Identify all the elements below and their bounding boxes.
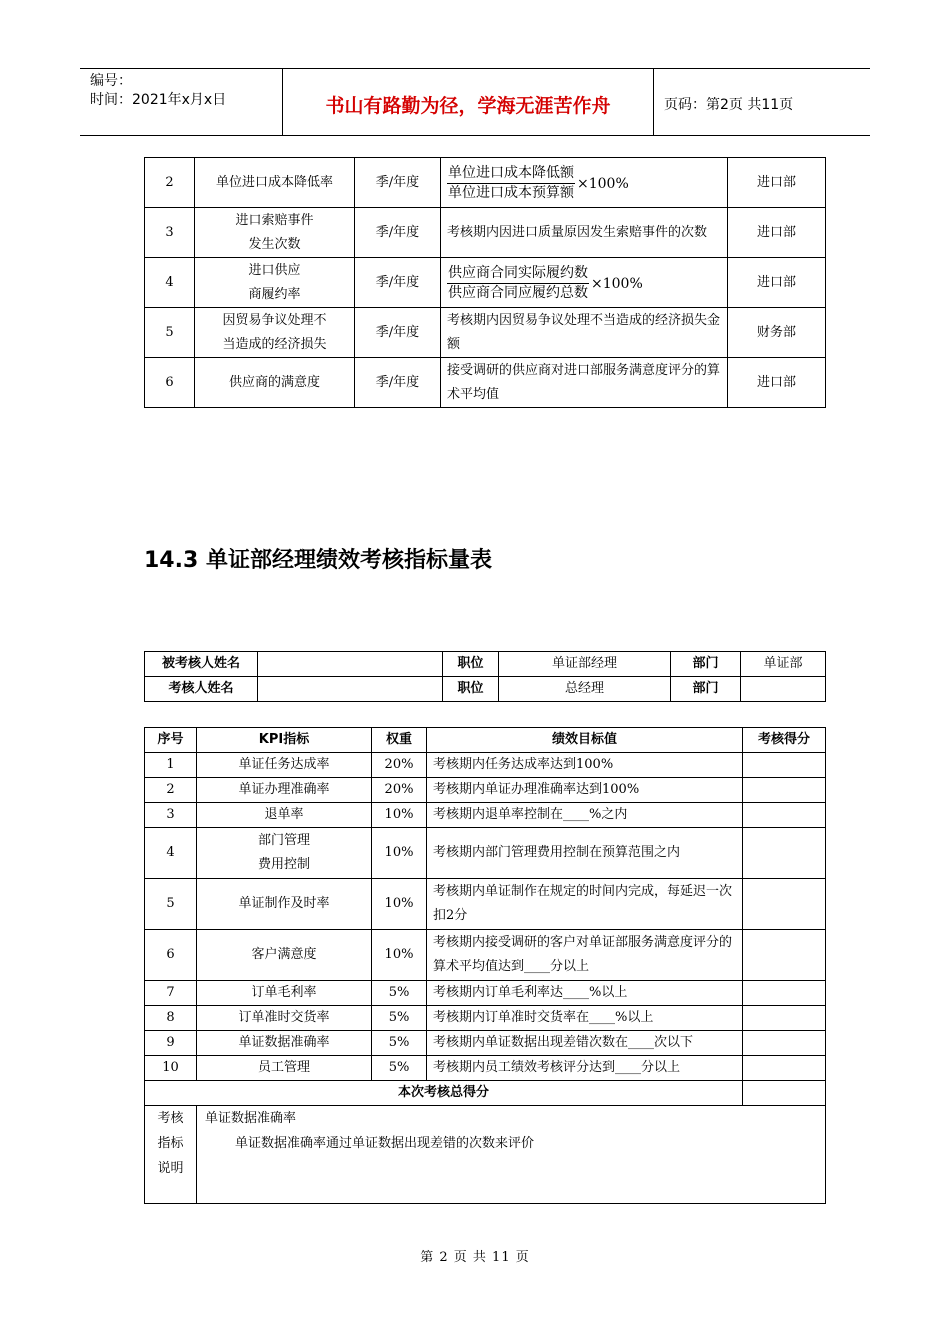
dept-label: 部门 (671, 652, 741, 677)
row-name (195, 208, 355, 258)
position-value: 单证部经理 (499, 652, 671, 677)
row-weight: 10% (372, 879, 427, 930)
row-dept: 进口部 (728, 358, 826, 408)
row-name-line2: 当造成的经济损失 (222, 336, 327, 352)
table-row (145, 1006, 826, 1031)
row-score[interactable] (743, 879, 826, 930)
assessor-name-label: 考核人姓名 (145, 677, 258, 702)
dept-value: 单证部 (741, 652, 826, 677)
row-weight: 20% (372, 778, 427, 803)
formula-numerator: 供应商合同实际履约数 (447, 264, 589, 284)
row-no: 6 (145, 358, 195, 408)
header-time-label: 时间：2021年x月x日 (90, 92, 227, 108)
row-score[interactable] (743, 753, 826, 778)
row-no: 7 (145, 981, 197, 1006)
table-row (145, 677, 826, 702)
row-no: 2 (145, 158, 195, 208)
total-score[interactable] (743, 1081, 826, 1106)
row-name-line1: 进口索赔事件 (235, 212, 314, 228)
table-row (145, 358, 826, 408)
table-row (145, 1056, 826, 1081)
formula-multiplier: ×100% (577, 175, 629, 192)
assessee-name-label: 被考核人姓名 (145, 652, 258, 677)
row-dept: 财务部 (728, 308, 826, 358)
row-formula (441, 258, 728, 308)
row-period: 季/年度 (355, 208, 441, 258)
import-kpi-table (144, 157, 826, 408)
header-page-label: 页码：第2页 共11页 (664, 97, 794, 113)
row-weight: 10% (372, 930, 427, 981)
formula-numerator: 单位进口成本降低额 (447, 164, 575, 184)
row-score[interactable] (743, 930, 826, 981)
header-motto: 书山有路勤为径，学海无涯苦作舟 (283, 69, 654, 136)
row-desc: 考核期内因贸易争议处理不当造成的经济损失金额 (441, 308, 728, 358)
row-no: 3 (145, 803, 197, 828)
row-target: 考核期内员工绩效考核评分达到____分以上 (427, 1056, 743, 1081)
row-score[interactable] (743, 981, 826, 1006)
table-row (145, 981, 826, 1006)
row-no: 4 (145, 258, 195, 308)
note-label (145, 1106, 197, 1204)
row-score[interactable] (743, 1006, 826, 1031)
header-score: 考核得分 (743, 728, 826, 753)
row-no: 5 (145, 308, 195, 358)
header-weight: 权重 (372, 728, 427, 753)
table-row (145, 308, 826, 358)
note-title: 单证数据准确率 (205, 1111, 297, 1126)
row-kpi: 员工管理 (197, 1056, 372, 1081)
row-dept: 进口部 (728, 158, 826, 208)
row-name: 单位进口成本降低率 (195, 158, 355, 208)
row-desc: 考核期内因进口质量原因发生索赔事件的次数 (441, 208, 728, 258)
row-weight: 5% (372, 981, 427, 1006)
row-target: 考核期内单证数据出现差错次数在____次以下 (427, 1031, 743, 1056)
row-name-line2: 发生次数 (248, 236, 301, 252)
row-period: 季/年度 (355, 308, 441, 358)
row-kpi: 单证办理准确率 (197, 778, 372, 803)
row-kpi: 单证数据准确率 (197, 1031, 372, 1056)
table-row (145, 879, 826, 930)
table-header-row (145, 728, 826, 753)
row-weight: 5% (372, 1006, 427, 1031)
header-no: 序号 (145, 728, 197, 753)
table-row (145, 652, 826, 677)
table-row (145, 753, 826, 778)
table-row (145, 208, 826, 258)
page-footer: 第 2 页 共 11 页 (420, 1250, 530, 1265)
row-weight: 10% (372, 803, 427, 828)
row-target: 考核期内接受调研的客户对单证部服务满意度评分的算术平均值达到____分以上 (427, 930, 743, 981)
row-target: 考核期内部门管理费用控制在预算范围之内 (427, 828, 743, 879)
row-kpi: 客户满意度 (197, 930, 372, 981)
row-weight: 20% (372, 753, 427, 778)
table-row (145, 828, 826, 879)
row-no: 8 (145, 1006, 197, 1031)
row-score[interactable] (743, 778, 826, 803)
row-target: 考核期内任务达成率达到100% (427, 753, 743, 778)
row-no: 3 (145, 208, 195, 258)
row-kpi (197, 828, 372, 879)
page-header (80, 68, 870, 136)
header-kpi: KPI指标 (197, 728, 372, 753)
row-period: 季/年度 (355, 258, 441, 308)
total-row (145, 1081, 826, 1106)
row-period: 季/年度 (355, 158, 441, 208)
row-no: 4 (145, 828, 197, 879)
row-target: 考核期内单证办理准确率达到100% (427, 778, 743, 803)
position-label: 职位 (443, 677, 499, 702)
table-row (145, 803, 826, 828)
row-kpi-line1: 部门管理 (257, 833, 310, 848)
header-number-label: 编号： (90, 73, 132, 89)
row-period: 季/年度 (355, 358, 441, 408)
table-row (145, 778, 826, 803)
row-name-line2: 商履约率 (248, 286, 301, 302)
note-row (145, 1106, 826, 1204)
table-row (145, 258, 826, 308)
row-score[interactable] (743, 803, 826, 828)
row-target: 考核期内订单准时交货率在____%以上 (427, 1006, 743, 1031)
total-label: 本次考核总得分 (145, 1081, 743, 1106)
row-score[interactable] (743, 1031, 826, 1056)
row-name: 供应商的满意度 (195, 358, 355, 408)
row-formula (441, 158, 728, 208)
assessee-name-value[interactable] (258, 652, 443, 677)
assessor-name-value[interactable] (258, 677, 443, 702)
kpi-table (144, 727, 826, 1204)
row-kpi: 退单率 (197, 803, 372, 828)
row-desc: 接受调研的供应商对进口部服务满意度评分的算术平均值 (441, 358, 728, 408)
row-no: 2 (145, 778, 197, 803)
row-name (195, 258, 355, 308)
row-no: 10 (145, 1056, 197, 1081)
note-label-line2: 指标 (157, 1136, 184, 1151)
row-weight: 5% (372, 1056, 427, 1081)
note-text: 单证数据准确率通过单证数据出现差错的次数来评价 (235, 1136, 535, 1151)
note-label-line1: 考核 (157, 1111, 184, 1126)
row-weight: 5% (372, 1031, 427, 1056)
row-dept: 进口部 (728, 258, 826, 308)
table-row (145, 930, 826, 981)
row-no: 5 (145, 879, 197, 930)
row-kpi: 订单毛利率 (197, 981, 372, 1006)
formula-denominator: 供应商合同应履约总数 (448, 285, 588, 301)
row-no: 6 (145, 930, 197, 981)
position-label: 职位 (443, 652, 499, 677)
table-row (145, 158, 826, 208)
dept-value[interactable] (741, 677, 826, 702)
row-kpi: 单证任务达成率 (197, 753, 372, 778)
note-body (197, 1106, 826, 1204)
row-kpi-line2: 费用控制 (257, 857, 310, 872)
row-name (195, 308, 355, 358)
row-name-line1: 因贸易争议处理不 (222, 312, 327, 328)
row-target: 考核期内退单率控制在____%之内 (427, 803, 743, 828)
row-no: 9 (145, 1031, 197, 1056)
row-kpi: 订单准时交货率 (197, 1006, 372, 1031)
row-score[interactable] (743, 1056, 826, 1081)
row-kpi: 单证制作及时率 (197, 879, 372, 930)
dept-label: 部门 (671, 677, 741, 702)
row-dept: 进口部 (728, 208, 826, 258)
row-name-line1: 进口供应 (248, 262, 301, 278)
header-meta (80, 69, 283, 136)
row-target: 考核期内单证制作在规定的时间内完成，每延迟一次扣2分 (427, 879, 743, 930)
row-score[interactable] (743, 828, 826, 879)
section-title: 14.3 单证部经理绩效考核指标量表 (144, 548, 492, 573)
table-row (145, 1031, 826, 1056)
formula-multiplier: ×100% (591, 275, 643, 292)
row-no: 1 (145, 753, 197, 778)
formula-denominator: 单位进口成本预算额 (448, 185, 574, 201)
header-target: 绩效目标值 (427, 728, 743, 753)
assessee-info-table (144, 651, 826, 702)
position-value: 总经理 (499, 677, 671, 702)
row-target: 考核期内订单毛利率达____%以上 (427, 981, 743, 1006)
note-label-line3: 说明 (157, 1161, 184, 1176)
row-weight: 10% (372, 828, 427, 879)
